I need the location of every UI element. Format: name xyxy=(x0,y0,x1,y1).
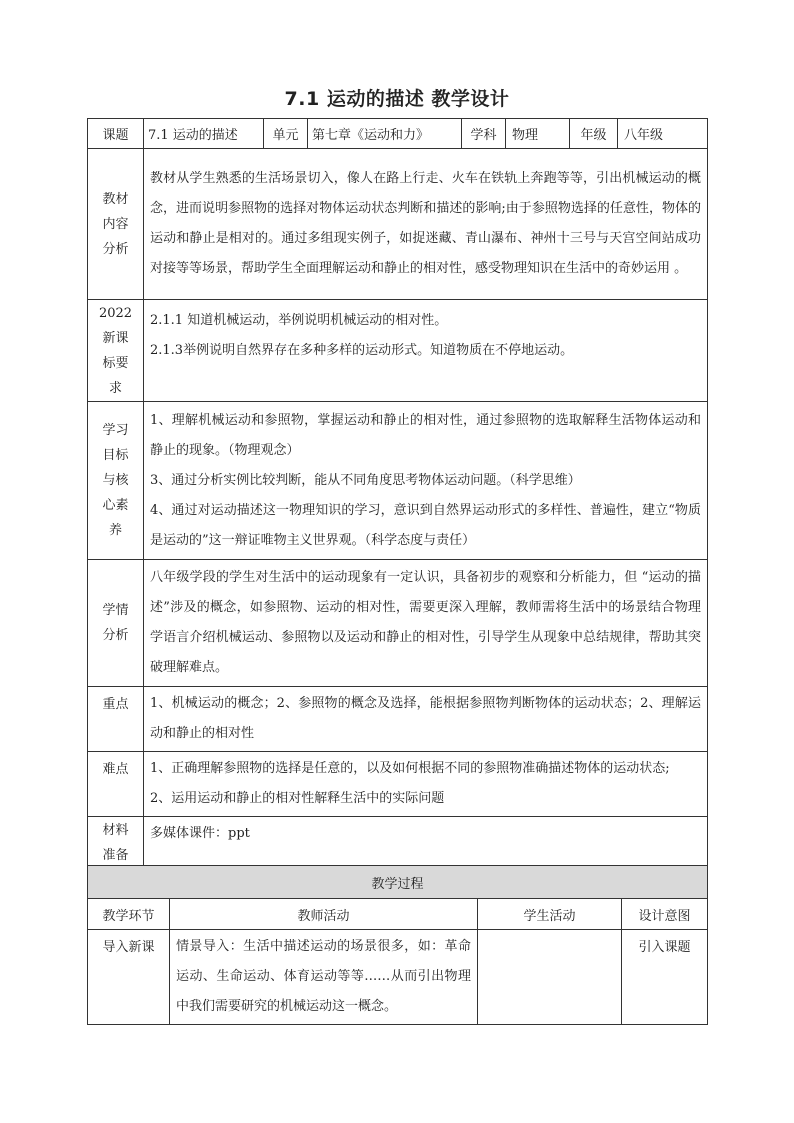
analysis-label: 教材 内容 分析 xyxy=(88,149,144,300)
grade-value: 八年级 xyxy=(618,119,708,149)
subject-label: 学科 xyxy=(462,119,506,149)
situation-row xyxy=(88,560,708,687)
process-header-row xyxy=(88,899,708,930)
materials-label: 材料 准备 xyxy=(88,817,144,869)
col-intent: 设计意图 xyxy=(622,899,708,930)
process-title: 教学过程 xyxy=(88,866,708,899)
standards-label: 2022 新课 标要 求 xyxy=(88,300,144,402)
teaching-process-table xyxy=(87,865,708,1025)
process-title-row xyxy=(88,866,708,899)
intent-cell: 引入课题 xyxy=(622,930,708,1025)
lesson-info-table xyxy=(87,118,708,869)
standards-row xyxy=(88,300,708,402)
goals-row xyxy=(88,402,708,560)
page-title: 7.1 运动的描述 教学设计 xyxy=(284,88,510,110)
unit-label: 单元 xyxy=(264,119,308,149)
analysis-text: 教材从学生熟悉的生活场景切入，像人在路上行走、火车在铁轨上奔跑等等，引出机械运动的概念，进而说明参照物的选择对物体运动状态判断和描述的影响;由于参照物选择的任意性，物体的运动和静止是相对的。通过多组现实例子，如捉迷藏、青山瀑布、神州十三号与天宫空间站成功对接等等场景，帮助学生全面理解运动和静止的相对性，感受物理知识在生活中的奇妙运用 。 xyxy=(144,149,708,300)
table-row xyxy=(88,930,708,1025)
grade-label: 年级 xyxy=(570,119,618,149)
subject-value: 物理 xyxy=(506,119,570,149)
analysis-row xyxy=(88,149,708,300)
materials-text: 多媒体课件：ppt xyxy=(144,817,708,869)
col-stage: 教学环节 xyxy=(88,899,170,930)
goals-text: 1、理解机械运动和参照物，掌握运动和静止的相对性，通过参照物的选取解释生活物体运动和静止的现象。（物理观念） 3、通过分析实例比较判断，能从不同角度思考物体运动问题。（科学思维） 4、通过对运动描述这一物理知识的学习，意识到自然界运动形式的多样性、普遍性，建立“物质是运动的”这一辩证唯物主义世界观。（科学态度与责任） xyxy=(144,402,708,560)
key-label: 重点 xyxy=(88,687,144,752)
goals-label: 学习 目标 与核 心素 养 xyxy=(88,402,144,560)
difficulty-label: 难点 xyxy=(88,752,144,817)
stage-cell: 导入新课 xyxy=(88,930,170,1025)
situation-label: 学情 分析 xyxy=(88,560,144,687)
difficulty-text: 1、正确理解参照物的选择是任意的，以及如何根据不同的参照物准确描述物体的运动状态; 2、运用运动和静止的相对性解释生活中的实际问题 xyxy=(144,752,708,817)
materials-row xyxy=(88,817,708,869)
col-student: 学生活动 xyxy=(478,899,622,930)
col-teacher: 教师活动 xyxy=(170,899,478,930)
situation-text: 八年级学段的学生对生活中的运动现象有一定认识，具备初步的观察和分析能力，但 “运动的描述”涉及的概念，如参照物、运动的相对性，需要更深入理解，教师需将生活中的场景结合物理学语言介绍机械运动、参照物以及运动和静止的相对性，引导学生从现象中总结规律，帮助其突破理解难点。 xyxy=(144,560,708,687)
unit-value: 第七章《运动和力》 xyxy=(308,119,462,149)
key-row xyxy=(88,687,708,752)
standards-text: 2.1.1 知道机械运动，举例说明机械运动的相对性。 2.1.3举例说明自然界存在多种多样的运动形式。知道物质在不停地运动。 xyxy=(144,300,708,402)
header-row xyxy=(88,119,708,149)
teacher-cell: 情景导入：生活中描述运动的场景很多，如：革命运动、生命运动、体育运动等等……从而引出物理中我们需要研究的机械运动这一概念。 xyxy=(170,930,478,1025)
key-text: 1、机械运动的概念；2、参照物的概念及选择，能根据参照物判断物体的运动状态；2、理解运动和静止的相对性 xyxy=(144,687,708,752)
topic-label: 课题 xyxy=(88,119,144,149)
topic-value: 7.1 运动的描述 xyxy=(144,119,264,149)
student-cell xyxy=(478,930,622,1025)
difficulty-row xyxy=(88,752,708,817)
